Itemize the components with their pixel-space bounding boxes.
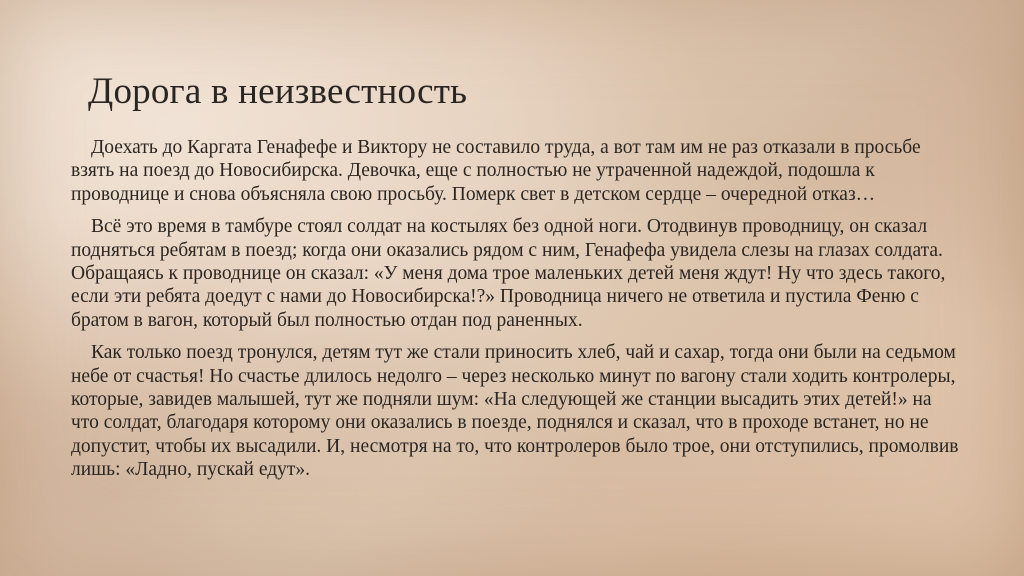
- paragraph-3: Как только поезд тронулся, детям тут же стали приносить хлеб, чай и сахар, тогда они были на седьмом небе от счастья! Но счастье длилось недолго – через несколько минут по вагону стали ходить контролеры, которые, завидев малышей, тут же подняли шум: «На следующей же станции высадить этих детей!» на что солдат, благодаря которому они оказались в поезде, поднялся и сказал, что в проходе встанет, но не допустит, чтобы их высадили. И, несмотря на то, что контролеров было трое, они отступились, промолвив лишь: «Ладно, пускай едут».: [71, 342, 959, 481]
- slide-title: Дорога в неизвестность: [88, 71, 468, 112]
- slide-body: [71, 136, 961, 491]
- paragraph-1: Доехать до Каргата Генафефе и Виктору не составило труда, а вот там им не раз отказали в просьбе взять на поезд до Новосибирска. Девочка, еще с полностью не утраченной надеждой, подошла к проводнице и снова объясняла свою просьбу. Померк свет в детском сердце – очередной отказ…: [71, 137, 921, 205]
- paragraph-2: Всё это время в тамбуре стоял солдат на костылях без одной ноги. Отодвинув проводницу, он сказал подняться ребятам в поезд; когда они оказались рядом с ним, Генафефа увидела слезы на глазах солдата. Обращаясь к проводнице он сказал: «У меня дома трое маленьких детей меня ждут! Ну что здесь такого, если эти ребята доедут с нами до Новосибирска!?» Проводница ничего не ответила и пустила Феню с братом в вагон, который был полностью отдан под раненных.: [71, 216, 946, 331]
